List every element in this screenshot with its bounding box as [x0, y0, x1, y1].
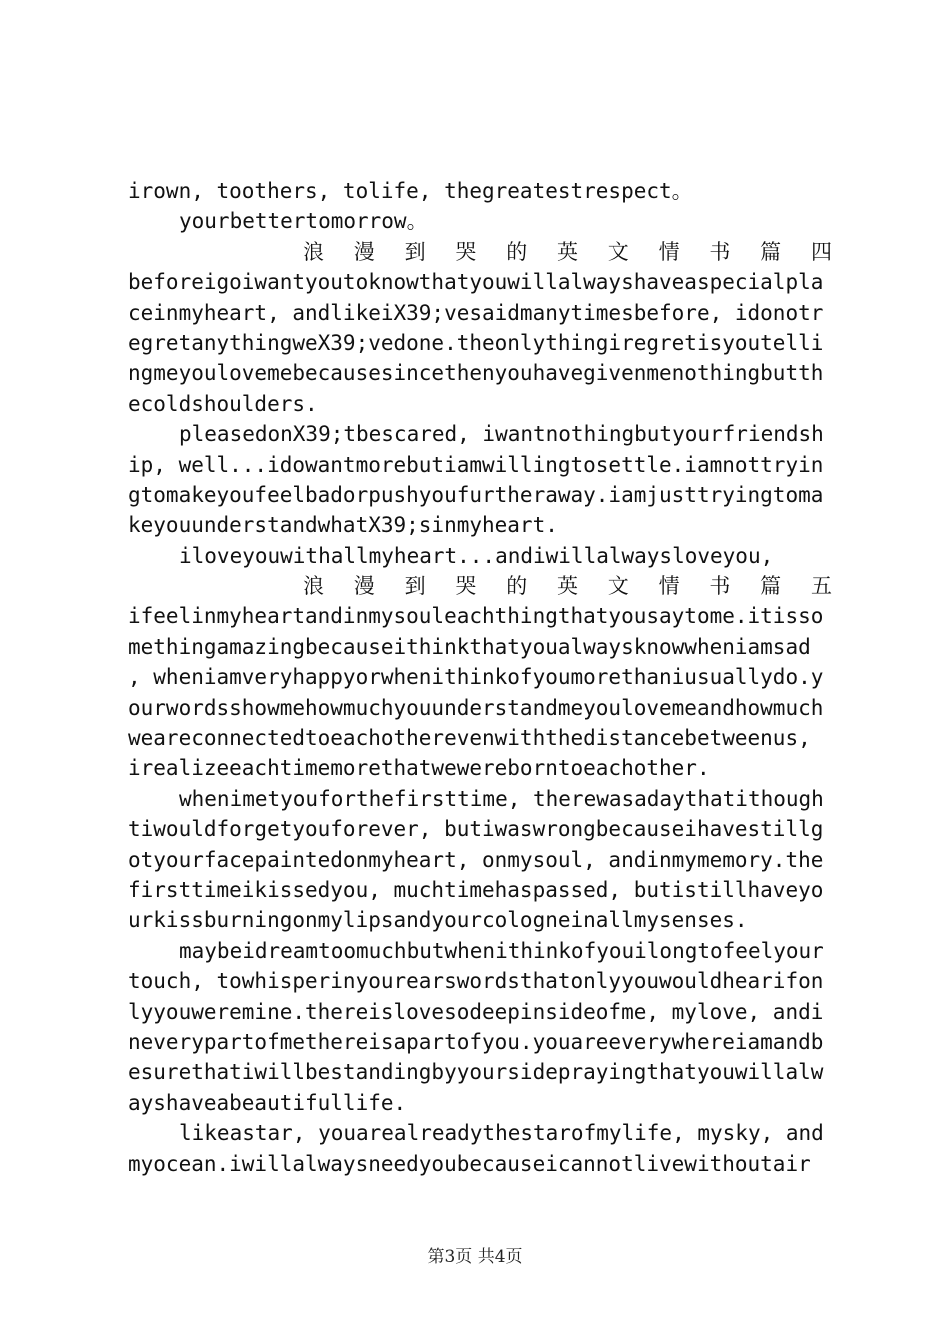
heading-char: 漫 — [353, 239, 375, 264]
heading-char: 漫 — [353, 574, 375, 599]
heading-char: 情 — [658, 574, 680, 599]
text-line: esurethatiwillbestandingbyyoursideprayingthatyouwillalw — [128, 1060, 824, 1085]
section-heading — [128, 571, 832, 601]
paragraph-first-line: maybeidreamtoomuchbutwhenithinkofyouilongtofeelyour — [179, 938, 824, 963]
text-line: ifeelinmyheartandinmysouleachthingthatyousaytome.itisso — [128, 604, 824, 629]
text-line: irown, toothers, tolife, thegreatestrespect。 — [128, 179, 693, 203]
heading-char: 哭 — [455, 574, 477, 599]
text-line: otyourfacepaintedonmyheart, onmysoul, andinmymemory.the — [128, 847, 824, 872]
heading-char: 书 — [709, 239, 731, 264]
text-line: tiwouldforgetyouforever, butiwaswrongbecauseihavestillg — [128, 817, 824, 842]
text-line: keyouunderstandwhatX39;sinmyheart. — [128, 513, 558, 538]
text-line: , wheniamveryhappyorwhenithinkofyoumorethaniusuallydo.y — [128, 665, 824, 690]
heading-char: 英 — [556, 574, 578, 599]
text-line: firsttimeikissedyou, muchtimehaspassed, butistillhaveyo — [128, 877, 824, 902]
heading-char: 浪 — [303, 574, 324, 599]
document-body — [128, 176, 832, 1179]
heading-char: 英 — [556, 239, 578, 264]
heading-char: 到 — [404, 239, 426, 264]
text-line: ip, well...idowantmorebutiamwillingtosettle.iamnottryin — [128, 452, 824, 477]
heading-char: 篇 — [760, 239, 782, 264]
text-line: ayshaveabeautifullife. — [128, 1090, 407, 1115]
paragraph-first-line: pleasedonX39;tbescared, iwantnothingbutyourfriendsh — [179, 422, 824, 447]
text-line: ceinmyheart, andlikeiX39;vesaidmanytimesbefore, idonotr — [128, 300, 824, 325]
text-line: ourwordsshowmehowmuchyouunderstandmeyoulovemeandhowmuch — [128, 695, 824, 720]
heading-char: 篇 — [760, 574, 782, 599]
text-line: irealizeeachtimemorethatwewereborntoeachother. — [128, 756, 710, 781]
heading-char: 文 — [607, 574, 629, 599]
heading-char: 哭 — [455, 239, 477, 264]
heading-char: 的 — [506, 574, 528, 599]
paragraph-first-line: likeastar, youarealreadythestarofmylife, mysky, and — [179, 1121, 824, 1146]
text-line: ecoldshoulders. — [128, 391, 318, 416]
paragraph-first-line: yourbettertomorrow。 — [179, 209, 428, 234]
heading-char: 五 — [810, 574, 832, 599]
text-line: ngmeyoulovemebecausesincethenyouhavegivenmenothingbutth — [128, 361, 824, 386]
heading-char: 书 — [709, 574, 731, 599]
heading-char: 文 — [607, 239, 629, 264]
heading-char: 浪 — [303, 239, 324, 264]
paragraph-first-line: iloveyouwithallmyheart...andiwillalwaysloveyou, — [179, 543, 774, 568]
page-footer: 第3页 共4页 — [427, 1247, 523, 1267]
heading-char: 到 — [404, 574, 426, 599]
text-line: egretanythingweX39;vedone.theonlythingiregretisyoutelli — [128, 330, 824, 355]
text-line: weareconnectedtoeachotherevenwiththedistancebetweenus, — [128, 726, 811, 751]
text-line: gtomakeyoufeelbadorpushyoufurtheraway.iamjusttryingtoma — [128, 482, 824, 507]
heading-char: 四 — [810, 239, 832, 264]
paragraph-first-line: whenimetyouforthefirsttime, therewasadaythatithough — [179, 786, 824, 811]
text-line: lyyouweremine.thereislovesodeepinsideofme, mylove, andi — [128, 999, 824, 1024]
heading-char: 情 — [658, 239, 680, 264]
text-line: beforeigoiwantyoutoknowthatyouwillalwayshaveaspecialpla — [128, 270, 824, 295]
text-line: neverypartofmethereisapartofyou.youareeverywhereiamandb — [128, 1029, 824, 1054]
section-heading — [128, 237, 832, 267]
text-line: touch, towhisperinyourearswordsthatonlyyouwouldhearifon — [128, 969, 824, 994]
text-line: myocean.iwillalwaysneedyoubecauseicannotlivewithoutair — [128, 1151, 811, 1176]
text-line: urkissburningonmylipsandyourcologneinallmysenses. — [128, 908, 748, 933]
text-line: methingamazingbecauseithinkthatyoualwaysknowwheniamsad — [128, 634, 811, 659]
heading-char: 的 — [506, 239, 528, 264]
